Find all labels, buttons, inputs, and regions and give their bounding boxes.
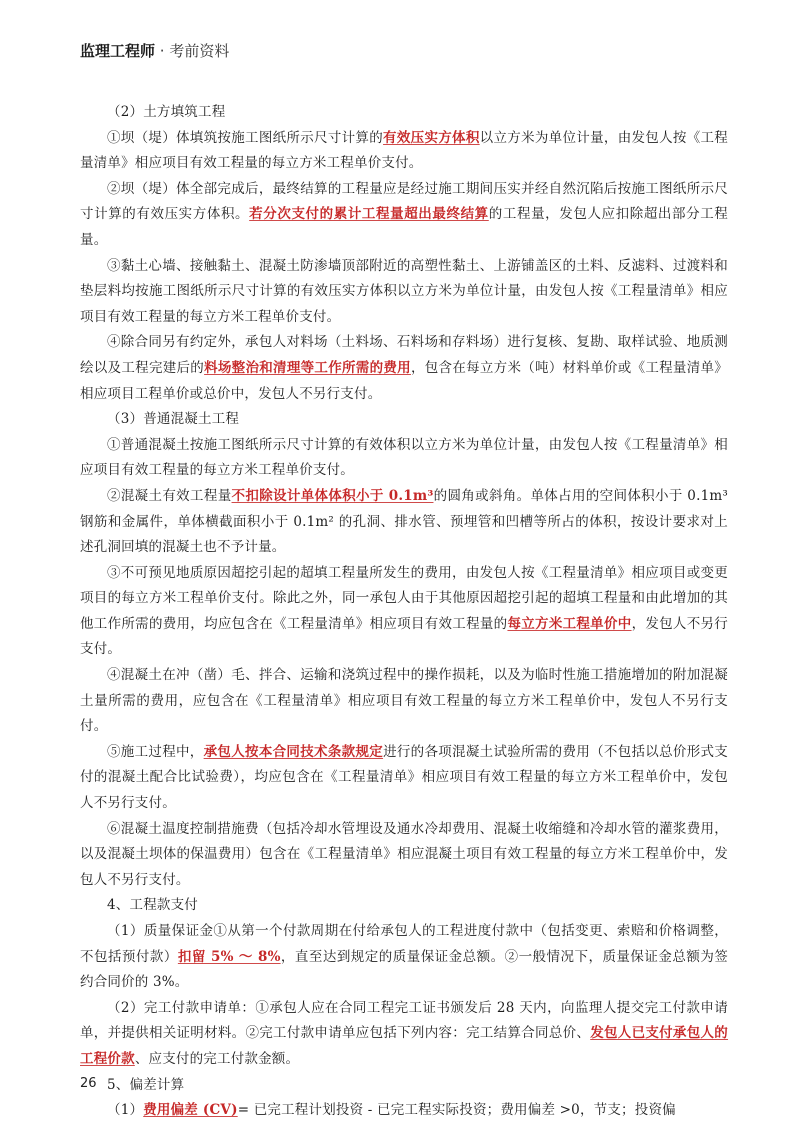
highlight-text: 发包人已支付承包人的工程价款: [80, 1025, 729, 1067]
paragraph-earth-4: [80, 330, 728, 407]
paragraph-earth-3: ③黏土心墙、接触黏土、混凝土防渗墙顶部附近的高塑性黏土、上游铺盖区的土料、反滤料、过渡料和垫层料均按施工图纸所示尺寸计算的有效压实方体积以立方米为单位计量，由发包人按《工程量清单》相应项目有效工程量的每立方米工程单价支付。: [80, 257, 728, 325]
highlight-text: 有效压实方体积: [383, 129, 480, 146]
highlight-text: 每立方米工程单价中: [507, 615, 632, 632]
heading-payment: 4、工程款支付: [107, 897, 198, 914]
heading-earth-fill: （2）土方填筑工程: [107, 104, 226, 120]
paragraph-concrete-5: [80, 740, 728, 817]
heading-deviation: 5、偏差计算: [107, 1076, 185, 1093]
header-separator: ·: [159, 42, 165, 60]
header-subtitle: 考前资料: [169, 42, 230, 60]
text: （1）质量保证金①从第一个付款周期在付给承包人的工程进度付款中（包括变更、索赔和价格调整，不包括预付款）: [80, 923, 728, 965]
paragraph-concrete-1: ①普通混凝土按施工图纸所示尺寸计算的有效体积以立方米为单位计量，由发包人按《工程量清单》相应项目有效工程量的每立方米工程单价支付。: [80, 436, 728, 479]
highlight-text: 料场整治和清理等工作所需的费用: [204, 359, 411, 376]
text: 进行的各项混凝土试验所需的费用（不包括以总价形式支付的混凝土配合比试验费），均应包含在《工程量清单》相应项目有效工程量的每立方米工程单价中，发包人不另行支付。: [80, 743, 729, 812]
highlight-text: 扣留 5% ～ 8%: [177, 948, 281, 965]
paragraph-concrete-3: [80, 561, 728, 663]
text: ，直至达到规定的质量保证金总额。②一般情况下，质量保证金总额为签约合同价的 3%。: [80, 948, 728, 991]
paragraph-deviation-1: [80, 1098, 728, 1124]
text: 的工程量，发包人应扣除超出部分工程量。: [80, 206, 729, 248]
paragraph-payment-2: [80, 996, 728, 1073]
paragraph-concrete-4: ④混凝土在冲（凿）毛、拌合、运输和浇筑过程中的操作损耗，以及为临时性施工措施增加的附加混凝土量所需的费用，应包含在《工程量清单》相应项目有效工程量的每立方米工程单价中，发包人不另行支付。: [80, 667, 728, 735]
highlight-text: 不扣除设计单体体积小于 0.1m³: [231, 487, 434, 504]
text: ④除合同另有约定外，承包人对料场（土料场、石料场和存料场）进行复核、复勘、取样试验、地质测绘以及工程完建后的: [80, 334, 728, 376]
text: ②混凝土有效工程量: [107, 487, 232, 504]
paragraph-payment-1: [80, 919, 728, 996]
text: = 已完工程计划投资 - 已完工程实际投资；费用偏差 >0，节支；投资偏: [237, 1102, 676, 1119]
text: ①坝（堤）体填筑按施工图纸所示尺寸计算的: [107, 129, 384, 146]
text: 、应支付的完工付款金额。: [134, 1050, 300, 1067]
paragraph-earth-2: [80, 177, 728, 254]
highlight-text: 承包人按本合同技术条款规定: [203, 743, 384, 760]
paragraph-concrete-2: [80, 484, 728, 561]
text: ②坝（堤）体全部完成后，最终结算的工程量应是经过施工期间压实并经自然沉陷后按施工图纸所示尺寸计算的有效压实方体积。: [80, 180, 728, 223]
text: ③不可预见地质原因超挖引起的超填工程量所发生的费用，由发包人按《工程量清单》相应项目或变更项目的每立方米工程单价支付。除此之外，同一承包人由于其他原因超挖引起的超填工程量和由此增加的其他工作所需的费用，均应包含在《工程量清单》相应项目有效工程量的: [80, 564, 728, 632]
paragraph-concrete-6: ⑥混凝土温度控制措施费（包括冷却水管埋设及通水冷却费用、混凝土收缩缝和冷却水管的灌浆费用，以及混凝土坝体的保温费用）包含在《工程量清单》相应混凝土项目有效工程量的每立方米工程单价中，发包人不另行支付。: [80, 820, 728, 888]
text: ，发包人不另行支付。: [80, 615, 728, 658]
page-number: 26: [80, 1076, 97, 1091]
text: 以立方米为单位计量，由发包人按《工程量清单》相应项目有效工程量的每立方米工程单价支付。: [80, 129, 729, 172]
text: （1）: [107, 1102, 144, 1119]
page-header: [80, 40, 720, 72]
paragraph-earth-1: [80, 126, 728, 177]
page-content: [80, 100, 728, 1124]
highlight-text: 若分次支付的累计工程量超出最终结算: [249, 206, 489, 223]
text: （2）完工付款申请单：①承包人应在合同工程完工证书颁发后 28 天内，向监理人提交完工付款申请单，并提供相关证明材料。②完工付款申请单应包括下列内容：完工结算合同总价、: [80, 999, 728, 1042]
text: ，包含在每立方米（吨）材料单价或《工程量清单》相应项目工程单价或总价中，发包人不另行支付。: [80, 359, 729, 402]
text: 的圆角或斜角。单体占用的空间体积小于 0.1m³ 钢筋和金属件，单体横截面积小于 0.1m² 的孔洞、排水管、预埋管和凹槽等所占的体积，按设计要求对上述孔洞回填的混凝土也不予计量。: [80, 487, 728, 556]
highlight-text: 费用偏差 (CV): [143, 1102, 238, 1119]
heading-concrete: （3）普通混凝土工程: [107, 411, 240, 428]
text: ⑤施工过程中，: [107, 743, 204, 760]
header-title: 监理工程师: [80, 42, 156, 60]
